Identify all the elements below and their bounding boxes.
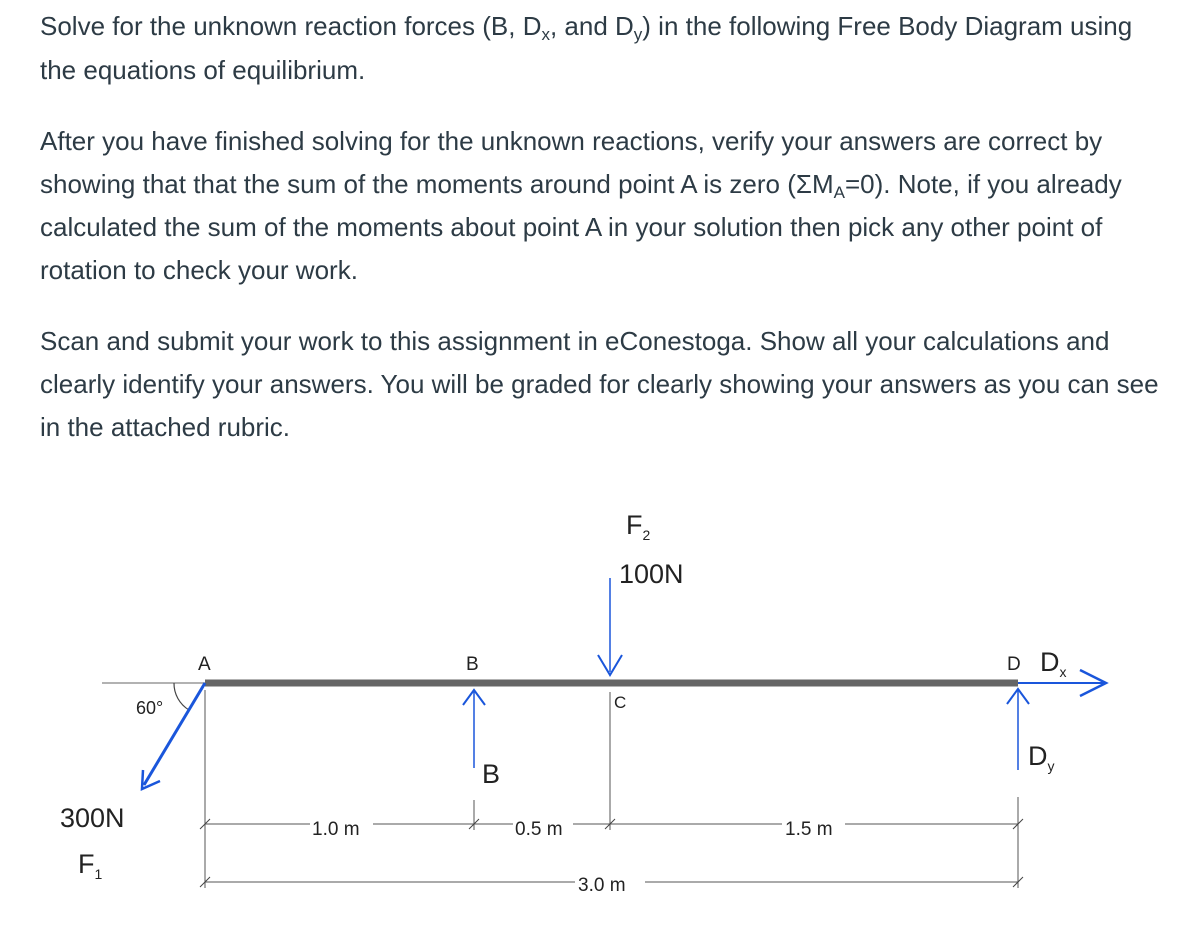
label-f2-name: $F_2$ bbox=[626, 510, 651, 543]
p1-sub-x: x bbox=[541, 25, 550, 44]
label-dim-bc: 0.5 m bbox=[515, 819, 563, 840]
label-dim-total: 3.0 m bbox=[578, 875, 626, 896]
p1-text-b: , and D bbox=[549, 11, 634, 41]
label-reaction-dx: $D_x$ bbox=[1040, 647, 1067, 680]
angle-arc bbox=[174, 683, 189, 710]
label-f1-name: $F_1$ bbox=[78, 849, 103, 882]
label-angle: 60° bbox=[136, 698, 164, 718]
p2-text-a: After you have finished solving for the unknown reactions, verify your answers are correct by showing that that the sum of the moments around point A is zero (ΣM bbox=[40, 126, 1103, 199]
p2-sub-a: A bbox=[833, 183, 845, 202]
p1-text-c: ) in the following Free Body Diagram using the equations of equilibrium. bbox=[40, 11, 1133, 85]
p2-text-b: =0). Note, if you already calculated the sum of the moments about point A in your solution then pick any other point of rotation to check your work. bbox=[40, 169, 1122, 285]
label-point-c: C bbox=[614, 693, 627, 712]
label-point-b: B bbox=[466, 654, 479, 675]
label-reaction-b: B bbox=[482, 759, 501, 789]
label-f2-value: 100N bbox=[619, 559, 684, 589]
label-point-a: A bbox=[198, 654, 211, 675]
label-point-d: D bbox=[1007, 654, 1021, 675]
label-dim-cd: 1.5 m bbox=[785, 819, 833, 840]
label-f1-value: 300N bbox=[60, 803, 125, 833]
label-reaction-dy: $D_y$ bbox=[1028, 741, 1055, 774]
label-dim-ab: 1.0 m bbox=[312, 819, 360, 840]
p1-text-a: Solve for the unknown reaction forces (B, D bbox=[40, 11, 542, 41]
instruction-paragraph-3: Scan and submit your work to this assignment in eConestoga. Show all your calculations and clearly identify your answers. You will be graded for clearly showing your answers as you can see in the attached rubric. bbox=[40, 326, 1159, 442]
p1-sub-y: y bbox=[633, 25, 643, 44]
